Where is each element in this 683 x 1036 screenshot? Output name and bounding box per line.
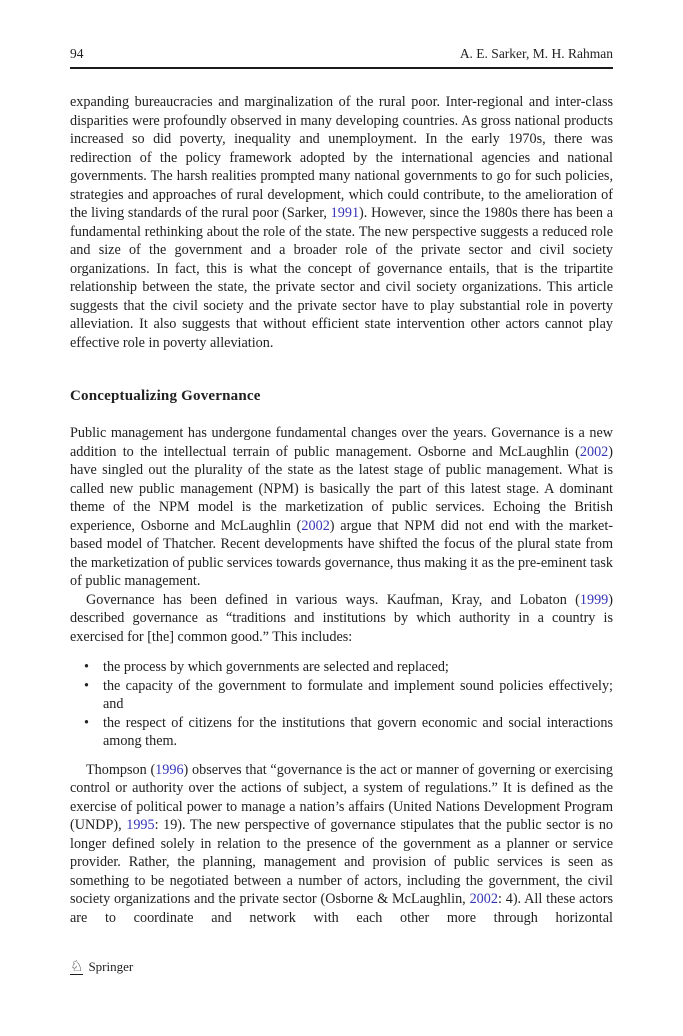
paragraph xyxy=(70,591,613,647)
header-rule xyxy=(70,67,613,69)
text-run: Thompson ( xyxy=(86,761,156,778)
text-run: ) have singled out the plurality of the state as the latest stage of public management. What is called new public management (NPM) is basically the part of this latest stage. A dominant theme of the NPM model is the marketization of public services. Echoing the British experience, Osborne and McLaughlin ( xyxy=(70,443,613,534)
citation-link[interactable]: 2002 xyxy=(469,891,498,907)
text-run: expanding bureaucracies and marginalization of the rural poor. Inter-regional and inter-class disparities were profoundly observed in many developing countries. As gross national products increased so did poverty, inequality and unemployment. In the early 1970s, there was redirection of the policy framework adopted by the international agencies and national governments. The harsh realities prompted many national governments to go for such policies, strategies and approaches of rural development, which could contribute, to the amelioration of the living standards of the rural poor (Sarker, xyxy=(70,94,613,221)
text-run: ). However, since the 1980s there has been a fundamental rethinking about the role of the state. The new perspective suggests a reduced role and size of the government and a broader role of the private sector and civil society organizations. In fact, this is what the concept of governance entails, that is the tripartite relationship between the state, the private sector and civil society organizations. This article suggests that the civil society and the private sector have to play substantial role in poverty alleviation. It also suggests that without efficient state intervention other actors cannot play effective role in poverty alleviation. xyxy=(70,205,613,351)
paragraph xyxy=(70,424,613,591)
paragraph xyxy=(70,93,613,352)
citation-link[interactable]: 2002 xyxy=(301,517,330,534)
publisher-name: Springer xyxy=(88,958,134,974)
text-run: the capacity of the government to formulate and implement sound policies effectively; and xyxy=(103,677,613,712)
text-run: ) described governance as “traditions and institutions by which authority in a country is exercised for [the] common good.” This includes: xyxy=(70,591,613,645)
bullet-item xyxy=(70,677,613,714)
bullet-item xyxy=(70,658,613,677)
section-heading: Conceptualizing Governance xyxy=(70,388,261,404)
springer-knight-icon: ♘ xyxy=(70,957,84,975)
text-run: ) argue that NPM did not end with the market-based model of Thatcher. Recent developments have shifted the focus of the plural state from the marketization of public services towards governance, thus making it as the pre-eminent task of public management. xyxy=(70,517,613,589)
text-run: the respect of citizens for the institutions that govern economic and social interactions among them. xyxy=(103,714,613,749)
citation-link[interactable]: 1996 xyxy=(155,761,184,778)
bullet-list xyxy=(70,658,613,751)
text-run: : 19). The new perspective of governance stipulates that the public sector is no longer defined solely in relation to the presence of the government as a planner or service provider. Rather, the planning, management and provision of public services is seen as something to be negotiated between a number of actors, including the government, the civil society organizations and the private sector (Osborne & McLaughlin, xyxy=(70,817,614,907)
running-head xyxy=(70,46,613,61)
text-run: the process by which governments are selected and replaced; xyxy=(103,659,449,675)
citation-link[interactable]: 1999 xyxy=(579,591,609,608)
text-run: : 4). All these actors are to coordinate and network with each other more through horizontal xyxy=(70,891,613,926)
page-footer xyxy=(70,958,133,975)
article-body xyxy=(70,93,613,927)
paragraph xyxy=(70,761,613,928)
citation-link[interactable]: 2002 xyxy=(579,443,609,460)
text-run: Public management has undergone fundamental changes over the years. Governance is a new addition to the intellectual terrain of public management. Osborne and McLaughlin ( xyxy=(70,425,613,460)
page-number: 94 xyxy=(70,46,84,61)
text-run: ) observes that “governance is the act or manner of governing or exercising control or authority over the actions of subject, a system of regulations.” It is defined as the exercise of political power to manage a nation’s affairs (United Nations Development Program (UNDP), xyxy=(70,761,613,833)
running-head-authors: A. E. Sarker, M. H. Rahman xyxy=(459,46,613,61)
bullet-item xyxy=(70,714,613,751)
text-run: Governance has been defined in various ways. Kaufman, Kray, and Lobaton ( xyxy=(86,591,580,608)
citation-link[interactable]: 1991 xyxy=(330,205,360,221)
citation-link[interactable]: 1995 xyxy=(126,817,155,833)
